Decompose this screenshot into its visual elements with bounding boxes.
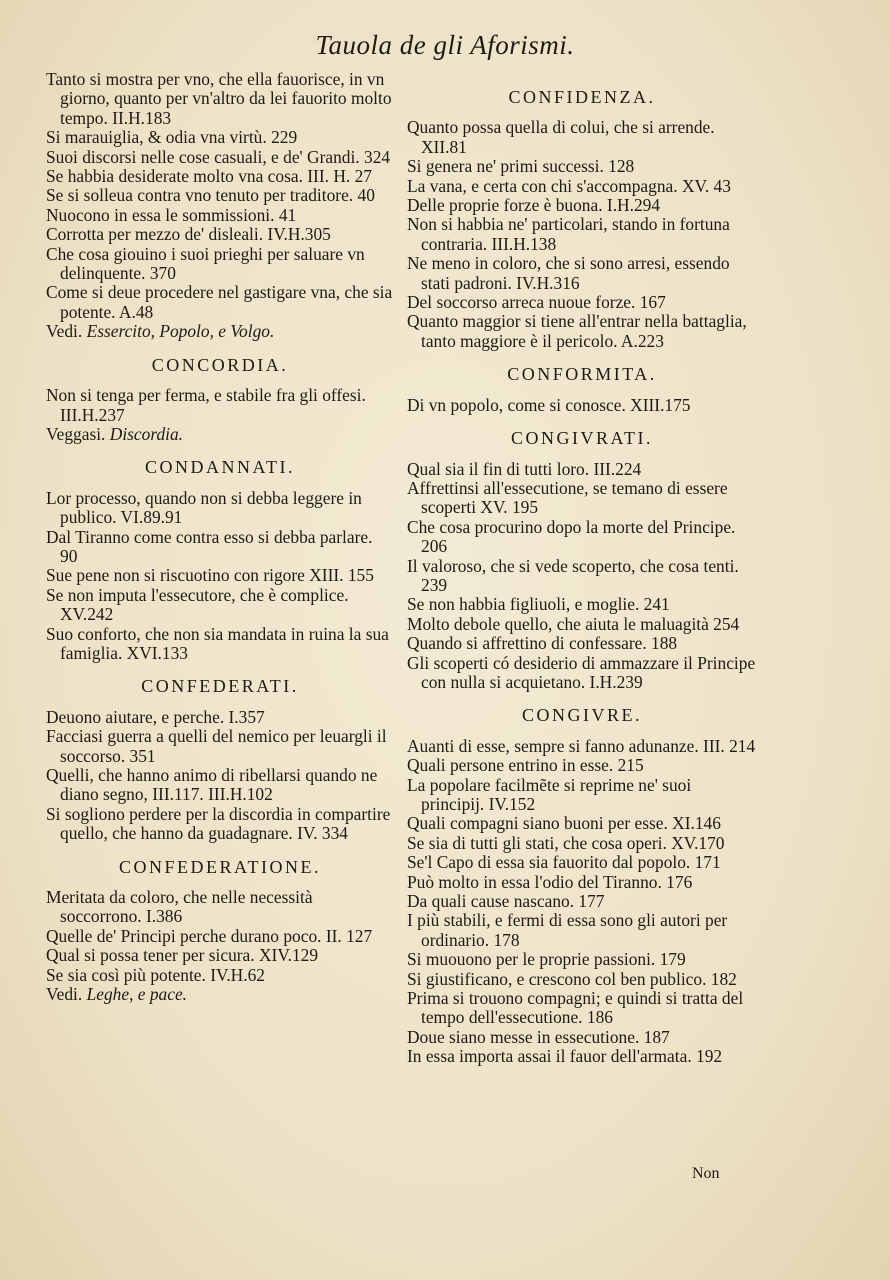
cross-reference: Leghe, e pace.: [86, 984, 188, 1005]
index-entry: [407, 615, 757, 634]
running-head: Tauola de gli Aforismi.: [315, 30, 575, 60]
entry-text: Si marauiglia, & odia vna virtù. 229: [46, 127, 298, 148]
left-column: [46, 70, 394, 1004]
index-entry: [46, 625, 394, 664]
index-entry: [407, 989, 757, 1028]
index-entry: [46, 766, 394, 805]
entry-text: Vedi.: [46, 984, 87, 1005]
entry-text: Se non habbia figliuoli, e moglie. 241: [407, 594, 670, 615]
entry-text: Si muouono per le proprie passioni. 179: [407, 949, 686, 970]
index-entry: [46, 985, 394, 1004]
entry-text: Ne meno in coloro, che si sono arresi, essendo stati padroni. IV.H.316: [407, 253, 730, 293]
index-entry: [46, 425, 394, 444]
entry-text: Lor processo, quando non si debba leggere in publico. VI.89.91: [46, 487, 362, 528]
entry-text: Si sogliono perdere per la discordia in compartire quello, che hanno da guadagnare. IV. 334: [46, 803, 391, 844]
section-heading: CONGIVRATI.: [511, 428, 653, 449]
cross-reference: Essercito, Popolo, e Volgo.: [86, 321, 275, 342]
entry-text: Quanto maggior si tiene all'entrar nella battaglia, tanto maggiore è il pericolo. A.223: [407, 311, 747, 351]
right-column: [407, 70, 757, 1067]
index-entry: [46, 322, 394, 341]
index-entry: [46, 927, 394, 946]
entry-text: Suoi discorsi nelle cose casuali, e de' Grandi. 324: [46, 146, 391, 167]
section-heading: CONGIVRE.: [522, 705, 642, 726]
entry-text: Non si tenga per ferma, e stabile fra gli offesi. III.H.237: [46, 385, 366, 425]
entry-text: Si giustificano, e crescono col ben publico. 182: [407, 968, 737, 989]
index-entry: [407, 814, 757, 833]
entry-text: Qual sia il fin di tutti loro. III.224: [407, 458, 642, 479]
entry-text: Quali persone entrino in esse. 215: [407, 755, 644, 776]
index-entry: [46, 148, 394, 167]
index-entry: [46, 186, 394, 205]
index-entry: [407, 1028, 757, 1047]
entry-text: Gli scoperti có desiderio di ammazzare il Principe con nulla si acquietano. I.H.239: [407, 652, 756, 692]
cross-reference: Discordia.: [109, 423, 184, 444]
index-entry: [46, 708, 394, 727]
entry-text: Se si solleua contra vno tenuto per traditore. 40: [46, 185, 375, 206]
index-entry: [407, 873, 757, 892]
entry-text: Se habbia desiderate molto vna cosa. III. H. 27: [46, 166, 372, 187]
index-entry: [407, 460, 757, 479]
index-entry: [46, 946, 394, 965]
entry-text: Auanti di esse, sempre si fanno adunanze. III. 214: [407, 735, 756, 756]
entry-text: Che cosa procurino dopo la morte del Principe. 206: [407, 516, 736, 557]
entry-text: La popolare facilmẽte si reprime ne' suoi principij. IV.152: [407, 774, 692, 814]
entry-text: Quelle de' Principi perche durano poco. II. 127: [46, 925, 373, 946]
index-entry: [407, 157, 757, 176]
section-heading: CONFEDERATIONE.: [119, 856, 321, 877]
entry-text: Se non imputa l'essecutore, che è complice. XV.242: [46, 584, 349, 625]
entry-text: Se sia così più potente. IV.H.62: [46, 964, 265, 985]
section-heading: CONDANNATI.: [145, 457, 295, 478]
index-entry: [407, 254, 757, 293]
index-entry: [46, 245, 394, 284]
entry-text: Quali compagni siano buoni per esse. XI.146: [407, 813, 721, 834]
index-entry: [407, 215, 757, 254]
entry-text: Da quali cause nascano. 177: [407, 891, 605, 912]
index-entry: [407, 950, 757, 969]
index-entry: [46, 283, 394, 322]
catchword: Non: [692, 1165, 720, 1182]
index-entry: [46, 386, 394, 425]
index-entry: [407, 196, 757, 215]
index-entry: [46, 70, 394, 128]
index-entry: [46, 727, 394, 766]
index-entry: [407, 293, 757, 312]
entry-text: Delle proprie forze è buona. I.H.294: [407, 195, 661, 216]
entry-text: Doue siano messe in essecutione. 187: [407, 1026, 670, 1047]
entry-text: Si genera ne' primi successi. 128: [407, 156, 635, 177]
index-entry: [407, 970, 757, 989]
index-entry: [407, 834, 757, 853]
entry-text: Quelli, che hanno animo di ribellarsi quando ne diano segno, III.117. III.H.102: [46, 765, 378, 805]
index-entry: [46, 888, 394, 927]
entry-text: Il valoroso, che si vede scoperto, che cosa tenti. 239: [407, 555, 739, 595]
section-heading: CONFEDERATI.: [141, 676, 299, 697]
index-entry: [407, 118, 757, 157]
index-entry: [46, 566, 394, 585]
index-entry: [407, 1047, 757, 1066]
index-entry: [46, 966, 394, 985]
entry-text: Qual si possa tener per sicura. XIV.129: [46, 945, 319, 966]
index-entry: [46, 206, 394, 225]
index-entry: [407, 595, 757, 614]
entry-text: Nuocono in essa le sommissioni. 41: [46, 204, 297, 225]
index-entry: [407, 654, 757, 693]
entry-text: Meritata da coloro, che nelle necessità soccorrono. I.386: [46, 887, 313, 927]
index-entry: [407, 518, 757, 557]
entry-text: Può molto in essa l'odio del Tiranno. 176: [407, 871, 693, 892]
entry-text: Se'l Capo di essa sia fauorito dal popolo. 171: [407, 852, 721, 873]
index-entry: [46, 128, 394, 147]
index-entry: [407, 853, 757, 872]
entry-text: Deuono aiutare, e perche. I.357: [46, 706, 265, 727]
entry-text: Di vn popolo, come si conosce. XIII.175: [407, 394, 691, 415]
entry-text: Quanto possa quella di colui, che si arrende. XII.81: [407, 117, 715, 157]
index-entry: [46, 528, 394, 567]
entry-text: Del soccorso arreca nuoue forze. 167: [407, 292, 666, 313]
section-heading: CONFIDENZA.: [508, 87, 656, 107]
index-entry: [407, 312, 757, 351]
index-entry: [407, 557, 757, 596]
entry-text: Sue pene non si riscuotino con rigore XIII. 155: [46, 565, 374, 586]
entry-text: Corrotta per mezzo de' disleali. IV.H.305: [46, 224, 331, 245]
index-entry: [407, 892, 757, 911]
entry-text: In essa importa assai il fauor dell'armata. 192: [407, 1046, 723, 1067]
entry-text: I più stabili, e fermi di essa sono gli autori per ordinario. 178: [407, 910, 728, 950]
index-entry: [407, 479, 757, 518]
entry-text: Vedi.: [46, 321, 87, 342]
entry-text: Se sia di tutti gli stati, che cosa operi. XV.170: [407, 832, 725, 853]
index-entry: [407, 911, 757, 950]
entry-text: Come si deue procedere nel gastigare vna, che sia potente. A.48: [46, 282, 393, 322]
section-heading: CONCORDIA.: [151, 354, 289, 375]
entry-text: Facciasi guerra a quelli del nemico per leuargli il soccorso. 351: [46, 726, 387, 766]
entry-text: Quando si affrettino di confessare. 188: [407, 633, 678, 654]
index-entry: [46, 805, 394, 844]
entry-text: Affrettinsi all'essecutione, se temano di essere scoperti XV. 195: [407, 477, 728, 518]
entry-text: La vana, e certa con chi s'accompagna. XV. 43: [407, 175, 731, 196]
entry-text: Molto debole quello, che aiuta le maluagità 254: [407, 613, 740, 634]
section-heading: CONFORMITA.: [507, 364, 657, 385]
index-entry: [407, 177, 757, 196]
index-entry: [46, 586, 394, 625]
entry-text: Che cosa giouino i suoi prieghi per saluare vn delinquente. 370: [46, 243, 365, 284]
entry-text: Dal Tiranno come contra esso si debba parlare. 90: [46, 526, 373, 566]
entry-text: Veggasi.: [46, 423, 110, 444]
entry-text: Suo conforto, che non sia mandata in ruina la sua famiglia. XVI.133: [46, 623, 389, 663]
entry-text: Tanto si mostra per vno, che ella fauorisce, in vn giorno, quanto per vn'altro da lei fauorito molto tempo. II.H.183: [46, 69, 392, 128]
index-entry: [407, 756, 757, 775]
entry-text: Non si habbia ne' particolari, stando in fortuna contraria. III.H.138: [407, 214, 730, 254]
index-entry: [46, 167, 394, 186]
index-entry: [407, 396, 757, 415]
entry-text: Prima si trouono compagni; e quindi si tratta del tempo dell'essecutione. 186: [407, 988, 744, 1028]
index-entry: [46, 225, 394, 244]
index-entry: [46, 489, 394, 528]
index-entry: [407, 776, 757, 815]
index-entry: [407, 634, 757, 653]
index-entry: [407, 737, 757, 756]
